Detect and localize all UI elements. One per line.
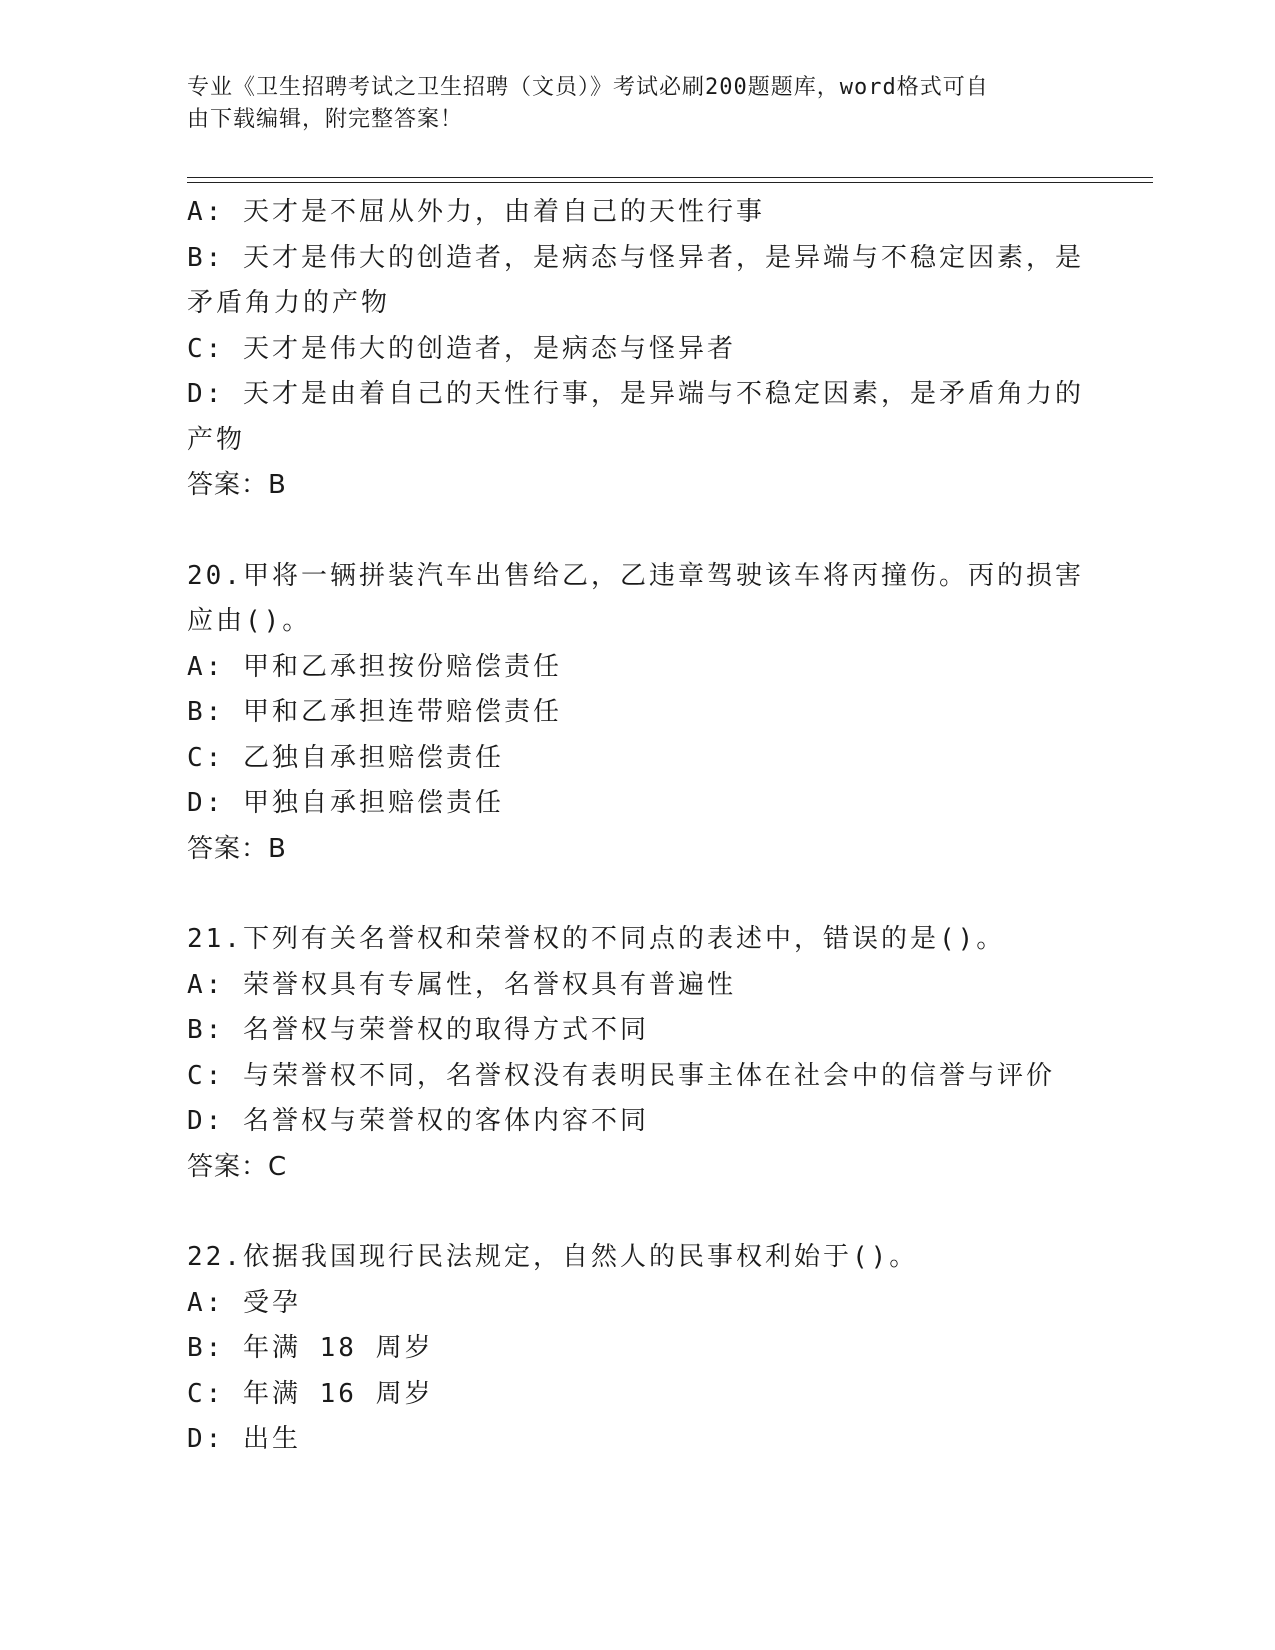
question-stem: 22.依据我国现行民法规定，自然人的民事权利始于()。 — [187, 1242, 919, 1272]
header-divider-top — [187, 177, 1153, 178]
spacer — [187, 1190, 1087, 1235]
question-22 — [187, 1235, 1087, 1463]
option-c: C: 年满 16 周岁 — [187, 1378, 434, 1409]
option-d: D: 名誉权与荣誉权的客体内容不同 — [187, 1106, 649, 1136]
question-stem-line-1: 20.甲将一辆拼装汽车出售给乙，乙违章驾驶该车将丙撞伤。丙的损害 — [187, 560, 1084, 591]
question-stem: 21.下列有关名誉权和荣誉权的不同点的表述中，错误的是()。 — [187, 924, 1006, 954]
option-a: A: 受孕 — [187, 1287, 301, 1318]
option-c: C: 天才是伟大的创造者，是病态与怪异者 — [187, 333, 736, 364]
question-19 — [187, 190, 1087, 509]
header-line-2: 由下载编辑，附完整答案！ — [187, 107, 464, 132]
header-line-1: 专业《卫生招聘考试之卫生招聘（文员）》考试必刷200题题库，word格式可自 — [187, 75, 989, 100]
option-a: A: 荣誉权具有专属性，名誉权具有普遍性 — [187, 969, 736, 1000]
option-c: C: 乙独自承担赔偿责任 — [187, 742, 504, 773]
option-a: A: 天才是不屈从外力，由着自己的天性行事 — [187, 197, 765, 227]
option-d: D: 甲独自承担赔偿责任 — [187, 788, 504, 818]
answer: 答案：C — [187, 1151, 288, 1182]
document-header — [187, 72, 1067, 136]
header-divider-bottom — [187, 182, 1153, 183]
option-c: C: 与荣誉权不同，名誉权没有表明民事主体在社会中的信誉与评价 — [187, 1060, 1055, 1091]
option-b: B: 名誉权与荣誉权的取得方式不同 — [187, 1015, 649, 1045]
option-b: B: 年满 18 周岁 — [187, 1333, 434, 1363]
question-21 — [187, 917, 1087, 1190]
spacer — [187, 509, 1087, 554]
option-b-line-1: B: 天才是伟大的创造者，是病态与怪异者，是异端与不稳定因素，是 — [187, 242, 1084, 273]
option-d-line-2: 产物 — [187, 424, 246, 455]
option-b: B: 甲和乙承担连带赔偿责任 — [187, 697, 562, 727]
answer: 答案：B — [187, 833, 287, 864]
question-20 — [187, 554, 1087, 873]
option-a: A: 甲和乙承担按份赔偿责任 — [187, 651, 562, 682]
option-d: D: 出生 — [187, 1424, 301, 1454]
question-stem-line-2: 应由()。 — [187, 606, 312, 636]
question-list — [187, 190, 1087, 1463]
spacer — [187, 872, 1087, 917]
option-d-line-1: D: 天才是由着自己的天性行事，是异端与不稳定因素，是矛盾角力的 — [187, 379, 1084, 409]
option-b-line-2: 矛盾角力的产物 — [187, 288, 391, 318]
answer: 答案：B — [187, 470, 287, 500]
